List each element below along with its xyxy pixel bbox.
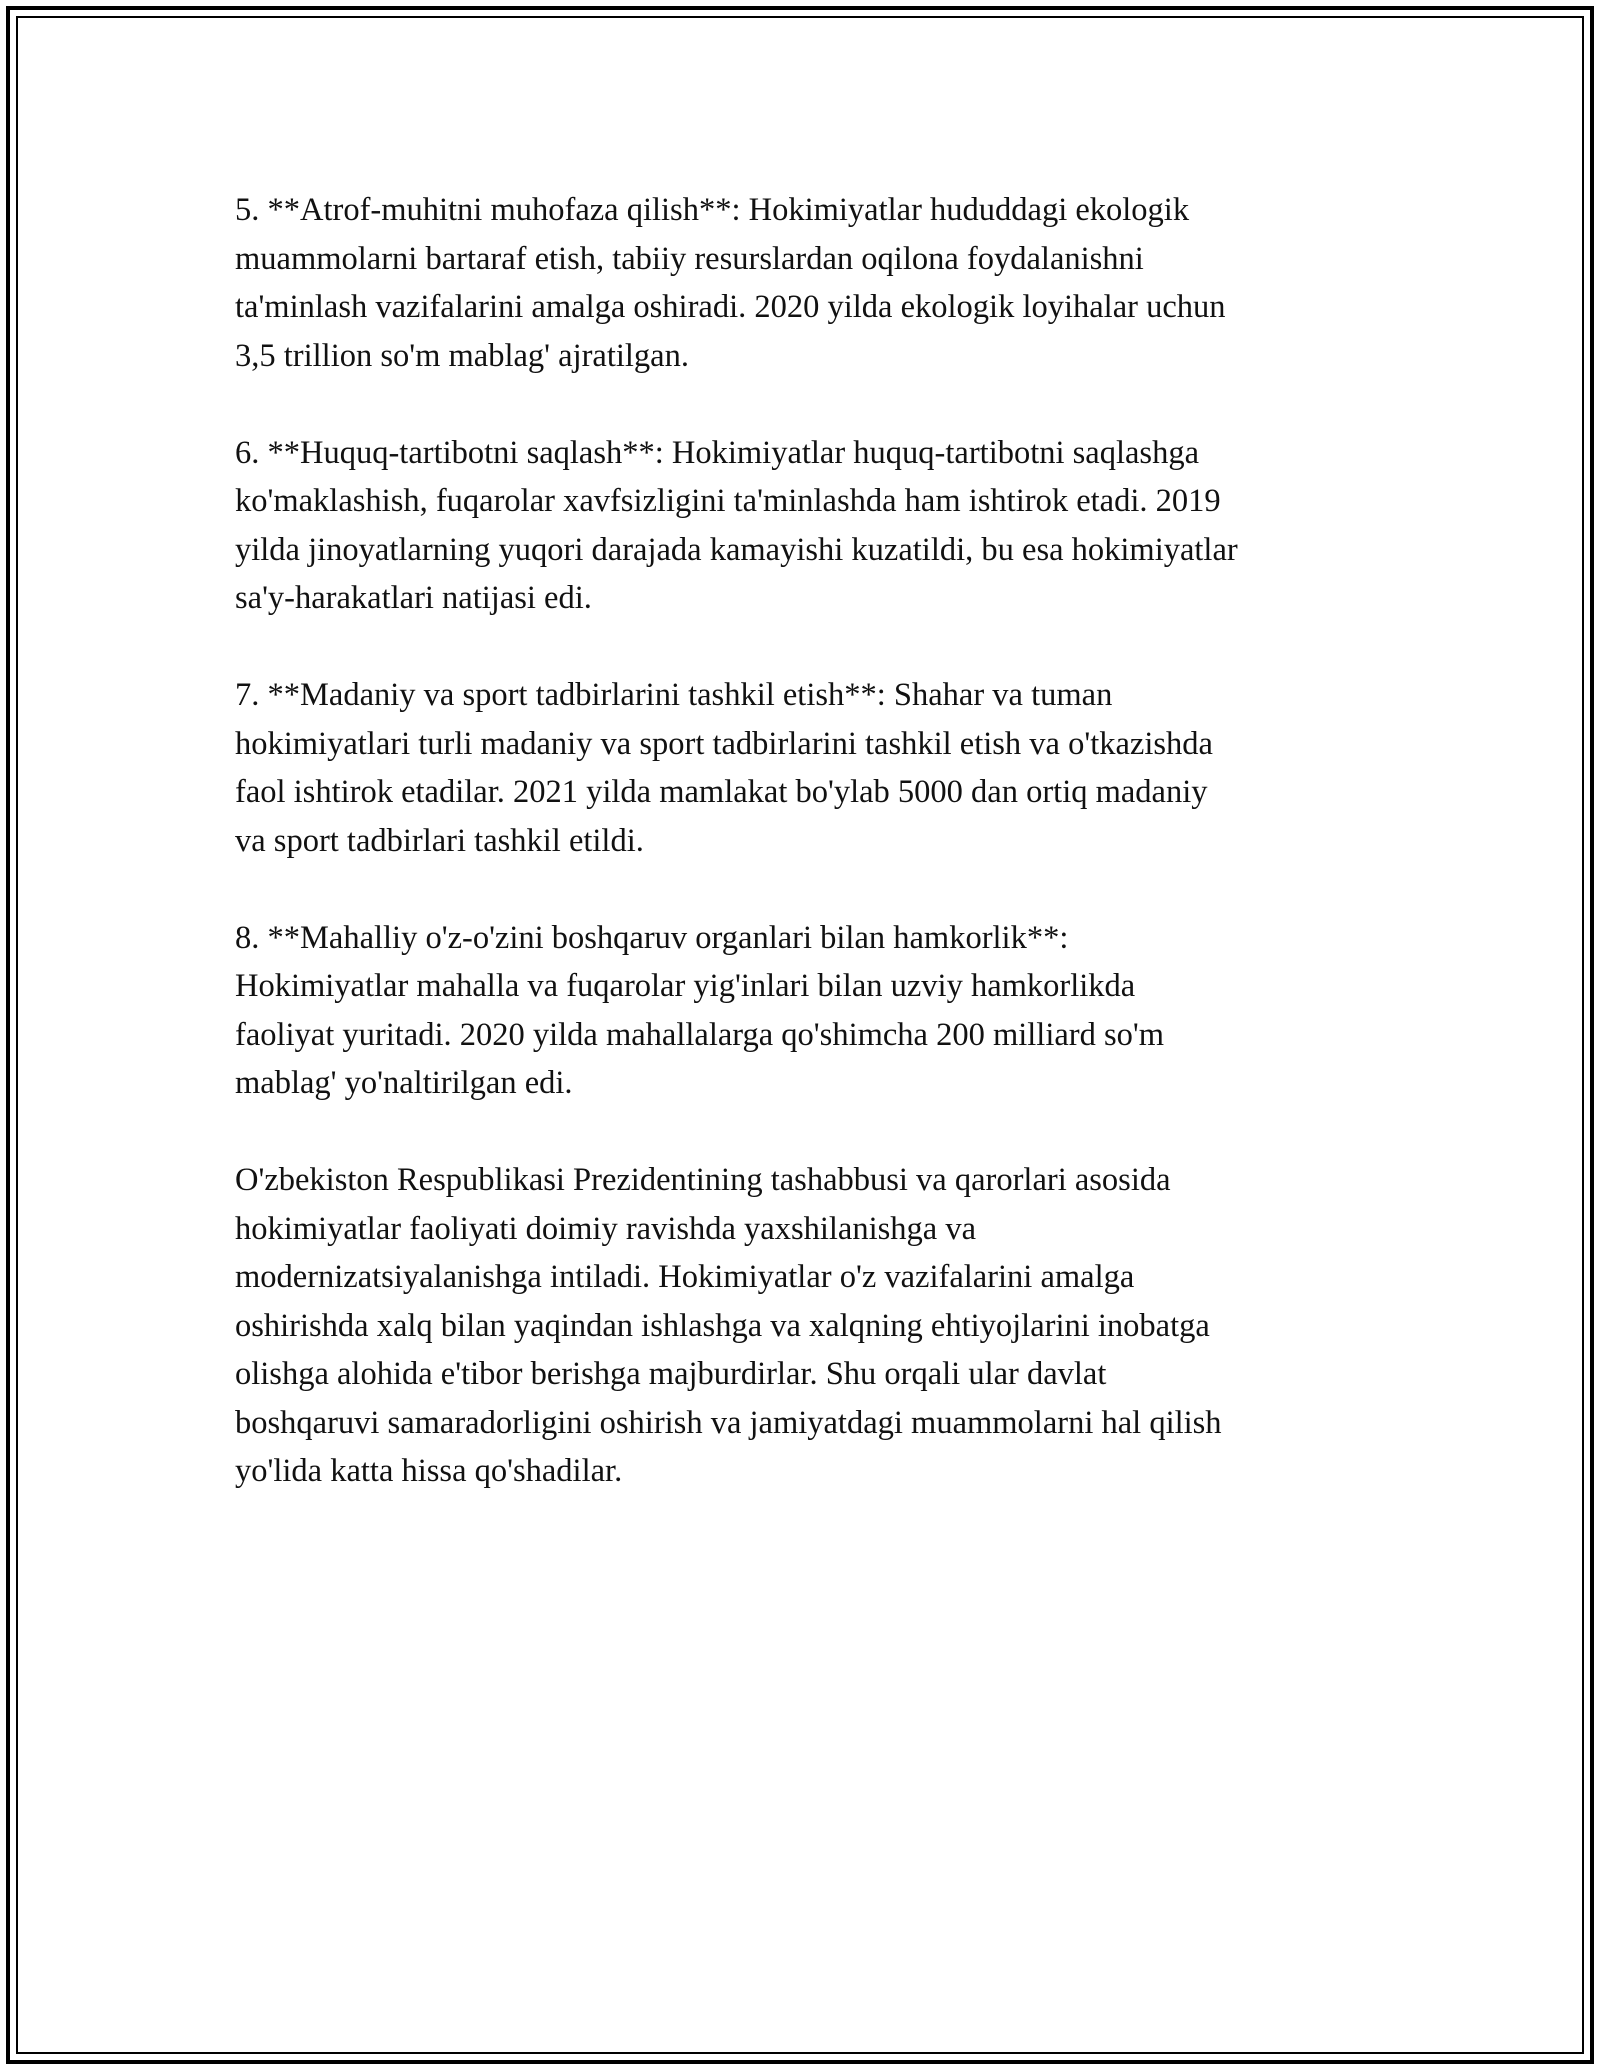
paragraph-mahalla-cooperation: 8. **Mahalliy o'z-o'zini boshqaruv organlari bilan hamkorlik**: Hokimiyatlar mahalla va fuqarolar yig'inlari bilan uzviy hamkorlikda faoliyat yuritadi. 2020 yilda mahallalarga qo'shimcha 200 milliard so'm mablag' yo'naltirilgan edi. bbox=[235, 919, 1165, 1101]
paragraph-culture-and-sport-events: 7. **Madaniy va sport tadbirlarini tashkil etish**: Shahar va tuman hokimiyatlari turli madaniy va sport tadbirlarini tashkil etish va o'tkazishda faol ishtirok etadilar. 2021 yilda mamlakat bo'ylab 5000 dan ortiq madaniy va sport tadbirlari tashkil etildi. bbox=[235, 677, 1213, 859]
paragraph-law-and-order: 6. **Huquq-tartibotni saqlash**: Hokimiyatlar huquq-tartibotni saqlashga ko'maklashish, fuqarolar xavfsizligini ta'minlashda ham ishtirok etadi. 2019 yilda jinoyatlarning yuqori darajada kamayishi kuzatildi, bu esa hokimiyatlar sa'y-harakatlari natijasi edi. bbox=[235, 434, 1238, 616]
document-body bbox=[235, 186, 1400, 1544]
paragraph-conclusion: O'zbekiston Respublikasi Prezidentining tashabbusi va qarorlari asosida hokimiyatlar faoliyati doimiy ravishda yaxshilanishga va modernizatsiyalanishga intiladi. Hokimiyatlar o'z vazifalarini amalga oshirishda xalq bilan yaqindan ishlashga va xalqning ehtiyojlarini inobatga olishga alohida e'tibor berishga majburdirlar. Shu orqali ular davlat boshqaruvi samaradorligini oshirish va jamiyatdagi muammolarni hal qilish yo'lida katta hissa qo'shadilar. bbox=[235, 1162, 1222, 1489]
paragraph-environment-protection: 5. **Atrof-muhitni muhofaza qilish**: Hokimiyatlar hududdagi ekologik muammolarni bartaraf etish, tabiiy resurslardan oqilona foydalanishni ta'minlash vazifalarini amalga oshiradi. 2020 yilda ekologik loyihalar uchun 3,5 trillion so'm mablag' ajratilgan. bbox=[235, 192, 1226, 374]
